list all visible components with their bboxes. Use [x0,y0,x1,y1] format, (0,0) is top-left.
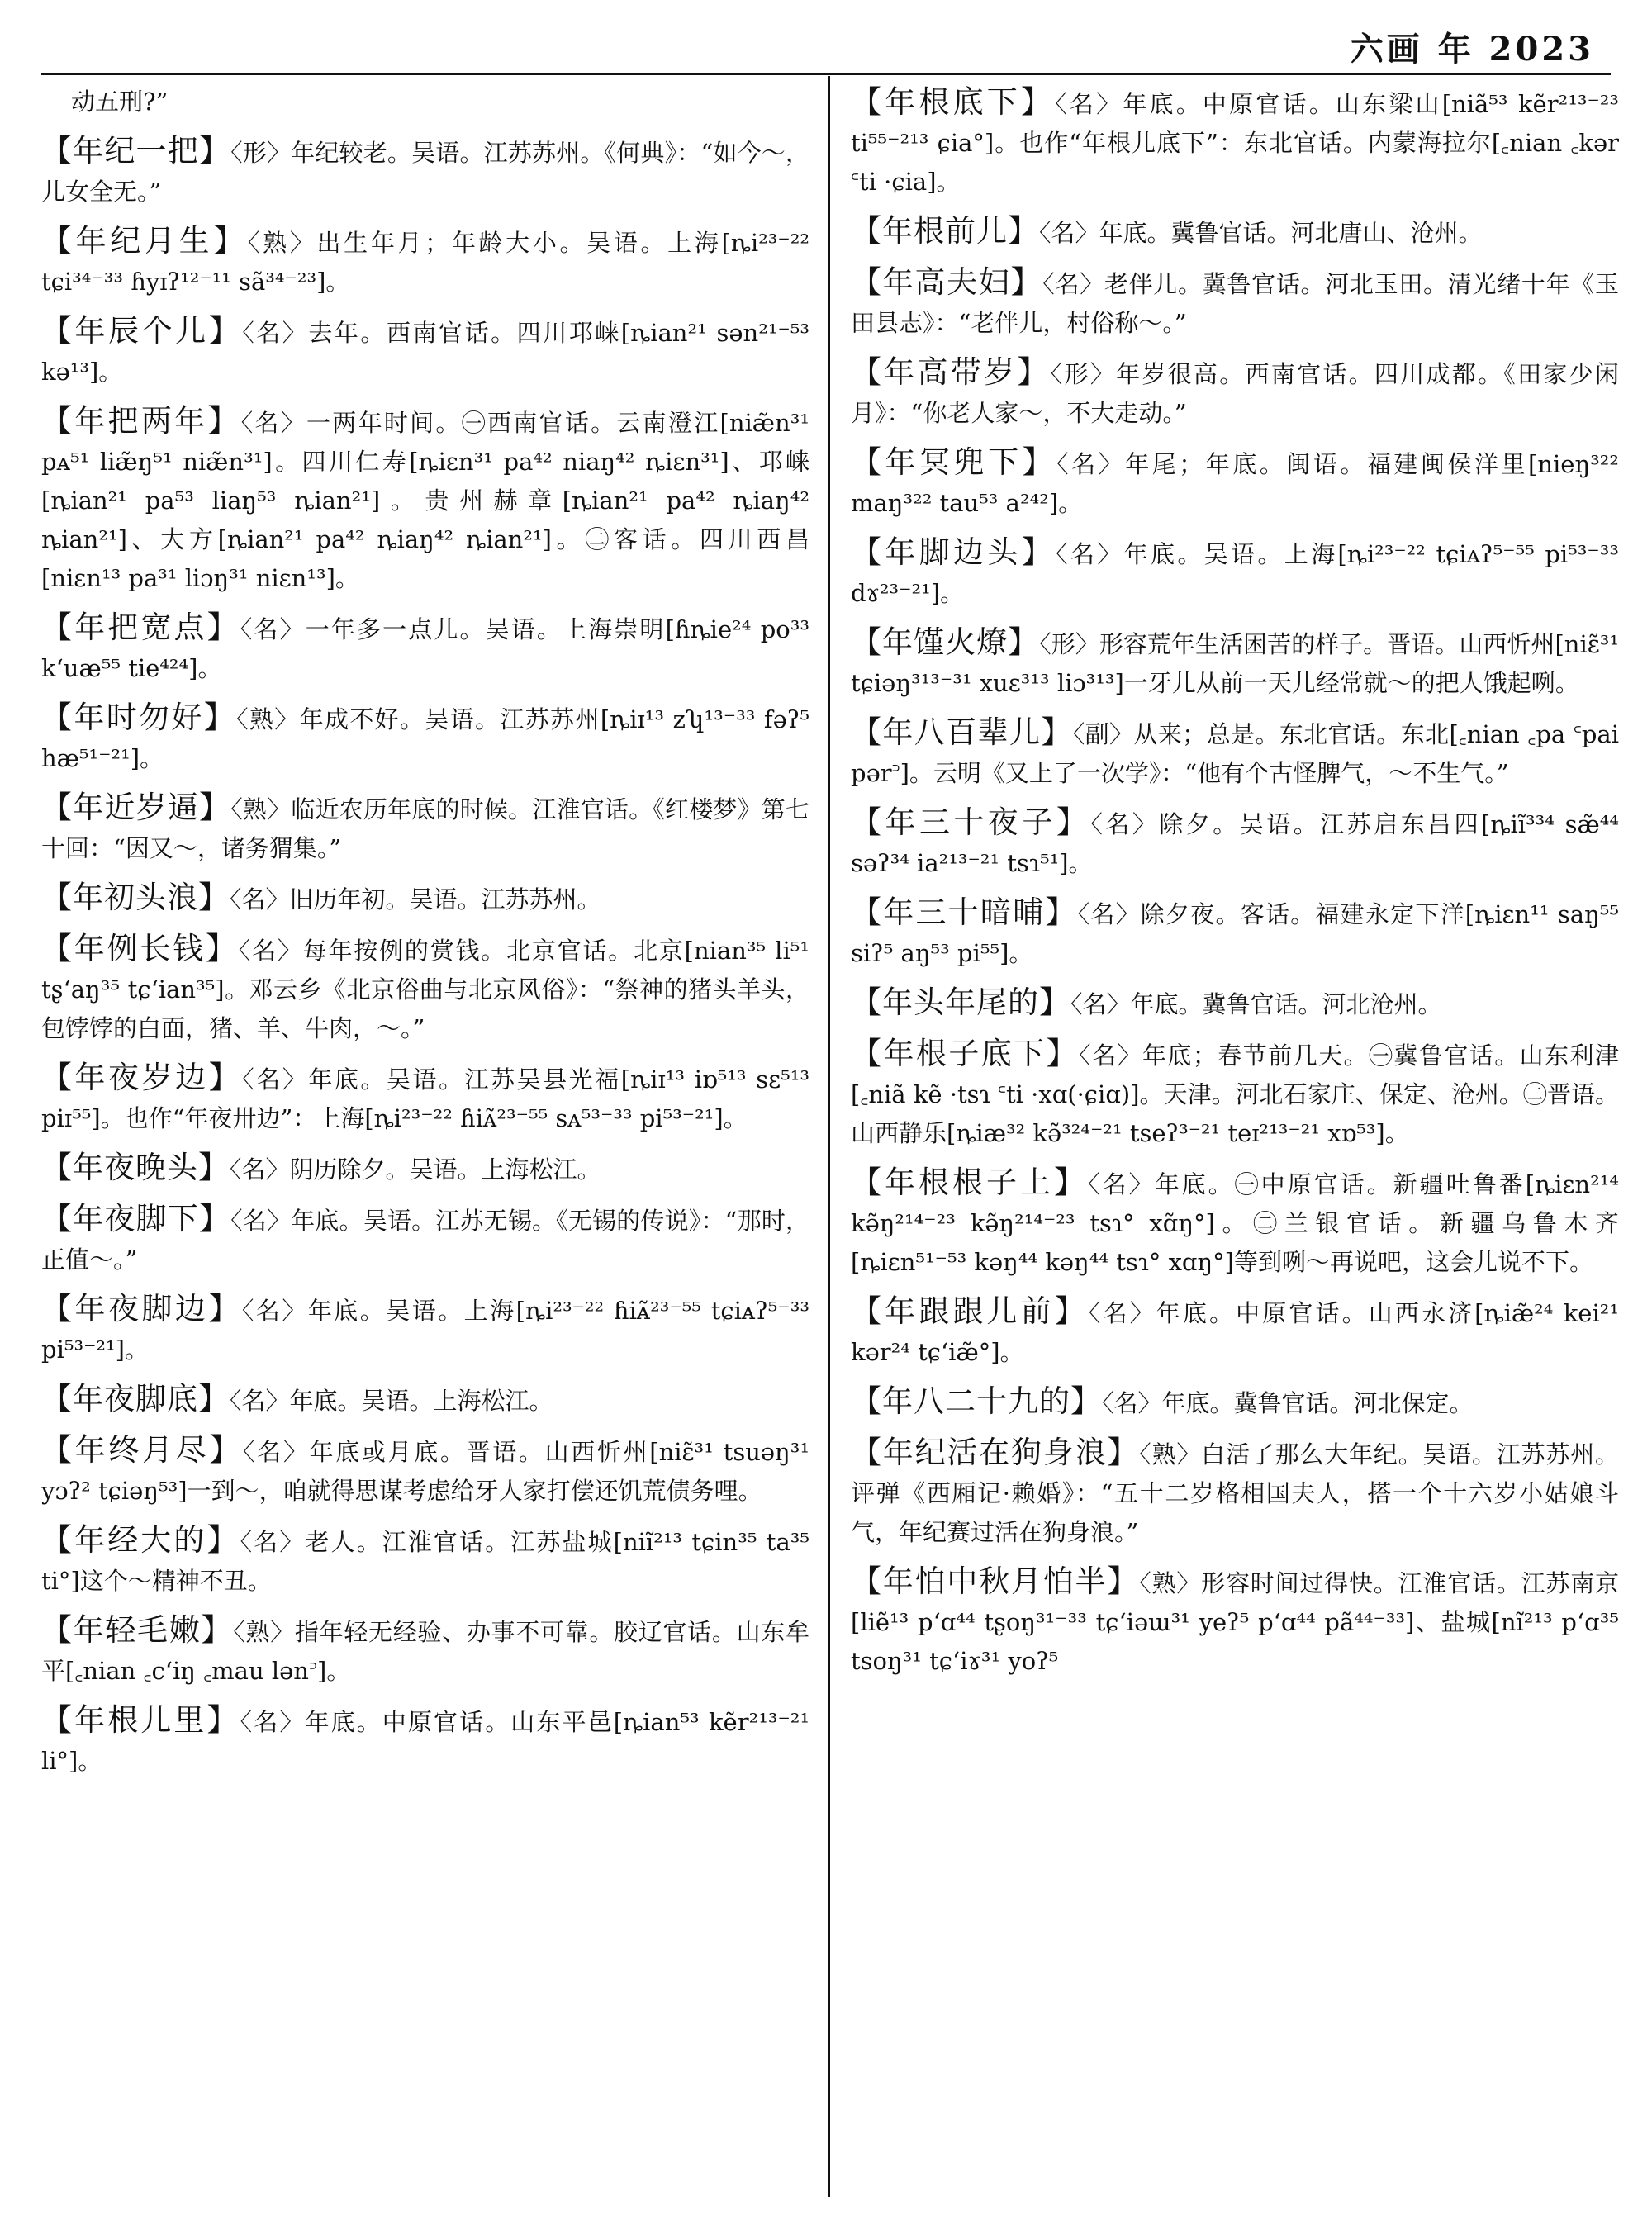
page-header [41,0,1611,69]
dictionary-entry [41,929,809,1048]
entry-headword: 【年高夫妇】 [851,264,1043,300]
entry-definition: 年底。冀鲁官话。河北唐山、沧州。 [1099,219,1483,247]
part-of-speech: 〈名〉 [1070,990,1131,1018]
dictionary-entry [41,1611,809,1691]
entry-headword: 【年怕中秋月怕半】 [851,1563,1140,1599]
part-of-speech: 〈熟〉 [236,705,300,733]
entry-definition: 形容荒年生活困苦的样子。晋语。山西忻州[niɛ̃³¹ tɕiəŋ³¹³⁻³¹ xuɛ³¹³ liɔ³¹³]一牙儿从前一天儿经常就～的把人饿起咧。 [851,630,1619,697]
part-of-speech: 〈名〉 [1079,1041,1142,1070]
dictionary-entry [41,788,809,868]
dictionary-entry [851,353,1619,433]
entry-definition: 一两年时间。㊀西南官话。云南澄江[niæ̃n³¹ pᴀ⁵¹ liæ̃ŋ⁵¹ niæ̃n³¹]。四川仁寿[ȵiɛn³¹ pa⁴² niaŋ⁴² ȵiɛn³¹]、邛崃[ȵian²¹ pa⁵³ liaŋ⁵³ ȵian²¹]。贵州赫章[ȵian²¹ pa⁴² ȵiaŋ⁴² ȵian²¹]、大方[ȵian²¹ pa⁴² ȵiaŋ⁴² ȵian²¹]。㊁客话。四川西昌[niɛn¹³ pa³¹ liɔŋ³¹ niɛn¹³]。 [41,409,809,592]
entry-definition: 年底。冀鲁官话。河北沧州。 [1130,990,1442,1018]
left-column [41,83,809,2197]
entry-definition: 年岁很高。西南官话。四川成都。《田家少闲月》：“你老人家～，不大走动。” [851,360,1619,427]
entry-headword: 【年把两年】 [41,403,241,439]
dictionary-entry [41,401,809,598]
part-of-speech: 〈名〉 [230,885,290,913]
part-of-speech: 〈名〉 [1042,270,1104,298]
dictionary-entry [41,1289,809,1369]
entry-definition: 白活了那么大年纪。吴语。江苏苏州。评弹《西厢记·赖婚》：“五十二岁格相国夫人，搭一个十六岁小姑娘斗气，年纪赛过活在狗身浪。” [851,1440,1619,1546]
entry-headword: 【年纪月生】 [41,223,248,259]
part-of-speech: 〈名〉 [1055,90,1123,118]
part-of-speech: 〈名〉 [230,1387,290,1415]
dictionary-entry [851,983,1619,1024]
entry-headword: 【年经大的】 [41,1522,240,1558]
dictionary-entry [851,211,1619,253]
dictionary-entry [41,1701,809,1781]
part-of-speech: 〈名〉 [230,1155,290,1184]
part-of-speech: 〈名〉 [1088,1170,1156,1198]
entry-definition: 年底。吴语。上海[ȵi²³⁻²² ɦiᴀ̃²³⁻⁵⁵ tɕiᴀʔ⁵⁻³³ pi⁵³⁻²¹]。 [41,1297,809,1364]
dictionary-entry [41,1148,809,1189]
entry-headword: 【年时勿好】 [41,700,237,735]
entry-definition: 年底。吴语。上海松江。 [289,1387,553,1415]
part-of-speech: 〈名〉 [1056,540,1124,568]
column-divider [828,76,830,2197]
right-column [851,83,1619,2197]
part-of-speech: 〈名〉 [1056,450,1126,478]
part-of-speech: 〈名〉 [241,1297,308,1325]
entry-definition: 出生年月；年龄大小。吴语。上海[ȵi²³⁻²² tɕi³⁴⁻³³ ɦyɪʔ¹²⁻¹¹ sã³⁴⁻²³]。 [41,229,809,296]
dictionary-entry [41,221,809,301]
dictionary-entry [41,608,809,688]
entry-definition: 老人。江淮官话。江苏盐城[niĩ²¹³ tɕin³⁵ ta³⁵ ti°]这个～精神不丑。 [41,1528,809,1595]
dictionary-entry [41,878,809,919]
part-of-speech: 〈名〉 [230,1207,292,1235]
entry-definition: 去年。西南官话。四川邛崃[ȵian²¹ sən²¹⁻⁵³ kə¹³]。 [41,319,809,386]
dictionary-entry [851,1562,1619,1681]
dictionary-entry [41,1379,809,1421]
part-of-speech: 〈名〉 [1077,900,1141,928]
entry-definition: 年底；春节前几天。㊀冀鲁官话。山东利津[꜀niã kẽ ·tsɿ ꜂ti ·xɑ(·ɕiɑ)]。天津。河北石家庄、保定、沧州。㊁晋语。山西静乐[ȵiæ³² kə̃³²⁴⁻²¹ tseʔ³⁻²¹ teɪ²¹³⁻²¹ xɒ⁵³]。 [851,1041,1619,1147]
entry-headword: 【年馑火燎】 [851,624,1040,660]
entry-definition: 老伴儿。冀鲁官话。河北玉田。清光绪十年《玉田县志》：“老伴儿，村俗称～。” [851,270,1619,337]
entry-definition: 年纪较老。吴语。江苏苏州。《何典》：“如今～，儿女全无。” [41,139,809,206]
part-of-speech: 〈名〉 [238,937,303,965]
entry-definition: 形容时间过得快。江淮官话。江苏南京[liẽ¹³ pʻɑ⁴⁴ tʂoŋ³¹⁻³³ tɕʻiəɯ³¹ yeʔ⁵ pʻɑ⁴⁴ pã⁴⁴⁻³³]、盐城[nĩ²¹³ pʻɑ³⁵ tsoŋ³¹ tɕʻiɤ³¹ yoʔ⁵ [851,1569,1619,1675]
dictionary-entry [851,443,1619,523]
entry-headword: 【年夜岁边】 [41,1060,243,1095]
part-of-speech: 〈名〉 [1088,1299,1156,1327]
entry-headword: 【年夜晚头】 [41,1150,230,1185]
dictionary-entry [41,1199,809,1279]
dictionary-entry [851,713,1619,793]
entry-definition: 指年轻无经验、办事不可靠。胶辽官话。山东牟平[꜀nian ꜀cʻiŋ ꜀mau lən꜄]。 [41,1618,809,1685]
entry-headword: 【年三十夜子】 [851,804,1091,840]
entry-definition: 年底。吴语。上海[ȵi²³⁻²² tɕiᴀʔ⁵⁻⁵⁵ pi⁵³⁻³³ dɤ²³⁻²¹]。 [851,540,1619,607]
dictionary-entry [851,1292,1619,1372]
part-of-speech: 〈形〉 [1050,360,1117,388]
entry-definition: 年尾；年底。闽语。福建闽侯洋里[nieŋ³²² maŋ³²² tau⁵³ a²⁴²]。 [851,450,1619,517]
part-of-speech: 〈熟〉 [230,795,292,823]
entry-definition: 年底。冀鲁官话。河北保定。 [1161,1389,1474,1417]
entry-headword: 【年终月尽】 [41,1432,244,1468]
entry-headword: 【年根底下】 [851,84,1056,120]
entry-definition: 年底。吴语。江苏吴县光福[ȵiɪ¹³ iɒ⁵¹³ sɛ⁵¹³ piɪ⁵⁵]。也作“年夜卅边”：上海[ȵi²³⁻²² ɦiᴀ̃²³⁻⁵⁵ sᴀ⁵³⁻³³ pi⁵³⁻²¹]。 [41,1065,809,1132]
part-of-speech: 〈熟〉 [233,1618,295,1646]
dictionary-entry [851,1034,1619,1153]
entry-headword: 【年冥兜下】 [851,444,1057,480]
part-of-speech: 〈名〉 [240,615,306,643]
dictionary-entry [41,131,809,211]
entry-headword: 【年脚边头】 [851,534,1056,570]
dictionary-entry [851,623,1619,703]
part-of-speech: 〈名〉 [242,1065,309,1094]
entry-headword: 【年根前儿】 [851,213,1039,249]
part-of-speech: 〈名〉 [1090,810,1160,838]
entry-definition: 年底。中原官话。山东梁山[niã⁵³ kẽr²¹³⁻²³ ti⁵⁵⁻²¹³ ɕia°]。也作“年根儿底下”：东北官话。内蒙海拉尔[꜀nian ꜀kər ꜂ti ·ɕia]。 [851,90,1619,196]
dictionary-entry [41,1058,809,1138]
entry-definition: 从来；总是。东北官话。东北[꜀nian ꜀pa ꜂pai pər꜄]。云明《又上了一次学》：“他有个古怪脾气，～不生气。” [851,720,1619,787]
dictionary-entry [41,1521,809,1601]
part-of-speech: 〈形〉 [1039,630,1099,658]
part-of-speech: 〈熟〉 [1139,1440,1202,1468]
entry-headword: 【年夜脚边】 [41,1291,242,1326]
part-of-speech: 〈名〉 [240,1528,306,1556]
entry-definition: 年底。㊀中原官话。新疆吐鲁番[ȵiɛn²¹⁴ kə̃ŋ²¹⁴⁻²³ kə̃ŋ²¹⁴⁻²³ tsɿ° xɑ̃ŋ°]。㊁兰银官话。新疆乌鲁木齐[ȵiɛn⁵¹⁻⁵³ kəŋ⁴⁴ kəŋ⁴⁴ tsɿ° xɑŋ°]等到咧～再说吧，这会儿说不下。 [851,1170,1619,1276]
entry-headword: 【年夜脚底】 [41,1381,230,1416]
dictionary-entry [41,311,809,391]
entry-definition: 阴历除夕。吴语。上海松江。 [289,1155,601,1184]
dictionary-entry [851,803,1619,883]
running-head: 六画 年 2023 [1350,30,1594,69]
dictionary-entry [851,533,1619,613]
dictionary-entry [851,1163,1619,1282]
part-of-speech: 〈名〉 [240,1708,306,1736]
dictionary-entry [851,83,1619,202]
entry-headword: 【年八百辈儿】 [851,714,1073,750]
continuation-text: 动五刑?” [71,88,169,116]
entry-headword: 【年夜脚下】 [41,1201,231,1236]
dictionary-entry [851,1382,1619,1423]
entry-headword: 【年初头浪】 [41,880,230,915]
entry-headword: 【年根子底下】 [851,1036,1080,1071]
entry-headword: 【年高带岁】 [851,354,1051,390]
part-of-speech: 〈名〉 [1102,1389,1162,1417]
entry-definition: 除夕夜。客话。福建永定下洋[ȵiɛn¹¹ saŋ⁵⁵ siʔ⁵ aŋ⁵³ pi⁵⁵]。 [851,900,1619,967]
part-of-speech: 〈熟〉 [248,229,317,257]
entry-definition: 临近农历年底的时候。江淮官话。《红楼梦》第七十回：“因又～，诸务猬集。” [41,795,809,862]
part-of-speech: 〈副〉 [1072,720,1134,748]
part-of-speech: 〈名〉 [243,1438,310,1466]
entry-definition: 旧历年初。吴语。江苏苏州。 [289,885,601,913]
part-of-speech: 〈名〉 [1039,219,1099,247]
entry-definition: 年底。中原官话。山东平邑[ȵian⁵³ kẽr²¹³⁻²¹ li°]。 [41,1708,809,1775]
entry-headword: 【年跟跟儿前】 [851,1293,1089,1329]
entry-headword: 【年头年尾的】 [851,985,1070,1020]
dictionary-entry [851,263,1619,343]
entry-headword: 【年把宽点】 [41,610,240,645]
entry-definition: 除夕。吴语。江苏启东吕四[ȵiĩ³³⁴ sæ̃⁴⁴ səʔ³⁴ ia²¹³⁻²¹ tsɿ⁵¹]。 [851,810,1619,877]
header-rule [41,73,1611,75]
dictionary-entry [851,893,1619,973]
entry-headword: 【年近岁逼】 [41,790,231,825]
dictionary-entry [851,1433,1619,1552]
entry-headword: 【年根儿里】 [41,1702,240,1738]
dictionary-entry [41,1431,809,1511]
entry-headword: 【年纪一把】 [41,133,231,168]
entry-headword: 【年根根子上】 [851,1165,1089,1200]
entry-definition: 年底或月底。晋语。山西忻州[niɛ̃³¹ tsuəŋ³¹ yɔʔ² tɕiəŋ⁵³]一到～，咱就得思谋考虑给牙人家打偿还饥荒债务哩。 [41,1438,809,1505]
part-of-speech: 〈形〉 [230,139,292,167]
part-of-speech: 〈名〉 [240,409,307,437]
entry-headword: 【年轻毛嫩】 [41,1612,234,1648]
entry-headword: 【年例长钱】 [41,931,239,966]
entry-headword: 【年纪活在狗身浪】 [851,1435,1140,1470]
entry-headword: 【年三十暗晡】 [851,894,1078,930]
entry-headword: 【年八二十九的】 [851,1383,1102,1419]
entry-definition: 一年多一点儿。吴语。上海崇明[ɦȵie²⁴ po³³ kʻuæ⁵⁵ tie⁴²⁴]。 [41,615,809,682]
dictionary-entry [41,698,809,778]
entry-definition: 年底。吴语。江苏无锡。《无锡的传说》：“那时，正值～。” [41,1207,809,1274]
entry-headword: 【年辰个儿】 [41,313,243,349]
entry-definition: 年底。中原官话。山西永济[ȵiæ̃²⁴ kei²¹ kər²⁴ tɕʻiæ̃°]。 [851,1299,1619,1366]
entry-definition: 每年按例的赏钱。北京官话。北京[nian³⁵ li⁵¹ tʂʻaŋ³⁵ tɕʻian³⁵]。邓云乡《北京俗曲与北京风俗》：“祭神的猪头羊头，包饽饽的白面，猪、羊、牛肉，～。” [41,937,809,1042]
part-of-speech: 〈名〉 [242,319,309,347]
entry-definition: 年成不好。吴语。江苏苏州[ȵiɪ¹³ zʮ¹³⁻³³ fəʔ⁵ hæ⁵¹⁻²¹]。 [41,705,809,772]
part-of-speech: 〈熟〉 [1139,1569,1202,1597]
